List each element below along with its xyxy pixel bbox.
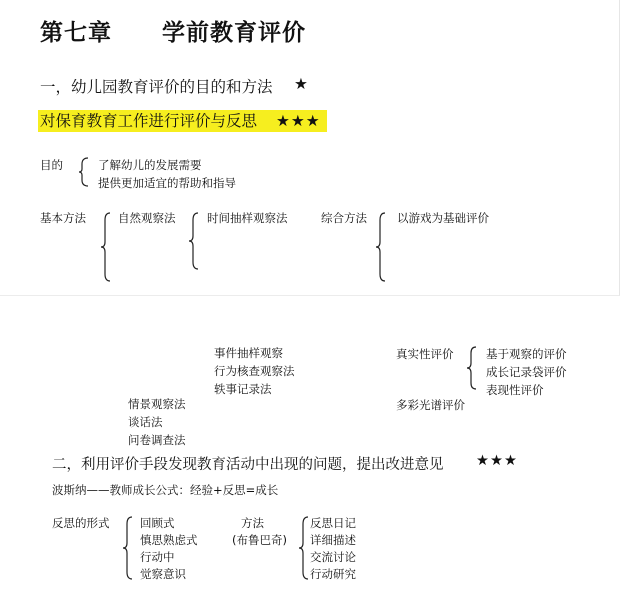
time-sampling-brace — [188, 212, 200, 270]
basic-methods-label: 基本方法 — [40, 211, 86, 225]
natural-item: 情景观察法 — [128, 397, 186, 411]
method-label: 方法 — [241, 516, 264, 530]
method-game: 以游戏为基础评价 — [397, 211, 489, 225]
method-item: 交流讨论 — [310, 550, 356, 564]
reflection-brace — [122, 516, 134, 580]
bottom-panel — [0, 300, 620, 603]
method-item: 详细描述 — [310, 533, 356, 547]
natural-item: 问卷调查法 — [128, 433, 186, 447]
purpose-label: 目的 — [40, 158, 63, 172]
section2-stars: ★★★ — [476, 453, 518, 469]
method-item: 行动研究 — [310, 567, 356, 581]
chapter-number: 第七章 — [40, 20, 112, 46]
authentic-item: 表现性评价 — [486, 383, 544, 397]
authentic-brace — [466, 346, 478, 390]
sampling-item: 事件抽样观察 — [214, 346, 283, 360]
method-natural: 自然观察法 — [118, 211, 176, 225]
method-integrated: 综合方法 — [321, 211, 367, 225]
reflection-form: 行动中 — [140, 550, 175, 564]
section1-stars: ★ — [294, 75, 308, 93]
method-brace — [298, 516, 310, 580]
natural-brace — [100, 212, 112, 282]
method-time-sampling: 时间抽样观察法 — [207, 211, 288, 225]
reflection-form: 回顾式 — [140, 516, 175, 530]
reflection-form: 慎思熟虑式 — [140, 533, 198, 547]
authentic-item: 成长记录袋评价 — [486, 365, 567, 379]
method-item: 反思日记 — [310, 516, 356, 530]
highlight-text: 对保育教育工作进行评价与反思 — [40, 112, 258, 130]
section1-heading: 一，幼儿园教育评价的目的和方法 — [40, 78, 273, 96]
top-panel — [0, 0, 620, 296]
reflection-form: 觉察意识 — [140, 567, 186, 581]
purpose-brace — [78, 157, 90, 187]
reflection-label: 反思的形式 — [52, 516, 110, 530]
natural-item: 谈话法 — [128, 415, 163, 429]
method-sub: (布鲁巴奇) — [232, 533, 287, 547]
sampling-item: 行为核查观察法 — [214, 364, 295, 378]
highlight-stars: ★★★ — [275, 112, 321, 130]
purpose-item: 提供更加适宜的帮助和指导 — [98, 176, 236, 190]
integrated-brace — [375, 212, 387, 282]
multi-spectrum: 多彩光谱评价 — [396, 398, 465, 412]
posner-formula: 波斯纳——教师成长公式：经验+反思=成长 — [52, 483, 279, 497]
chapter-title: 学前教育评价 — [162, 20, 306, 46]
authentic-item: 基于观察的评价 — [486, 347, 567, 361]
highlight-banner — [38, 109, 327, 131]
section2-heading: 二，利用评价手段发现教育活动中出现的问题，提出改进意见 — [52, 457, 444, 473]
sampling-item: 轶事记录法 — [214, 382, 272, 396]
authentic-label: 真实性评价 — [396, 347, 454, 361]
purpose-item: 了解幼儿的发展需要 — [98, 158, 202, 172]
